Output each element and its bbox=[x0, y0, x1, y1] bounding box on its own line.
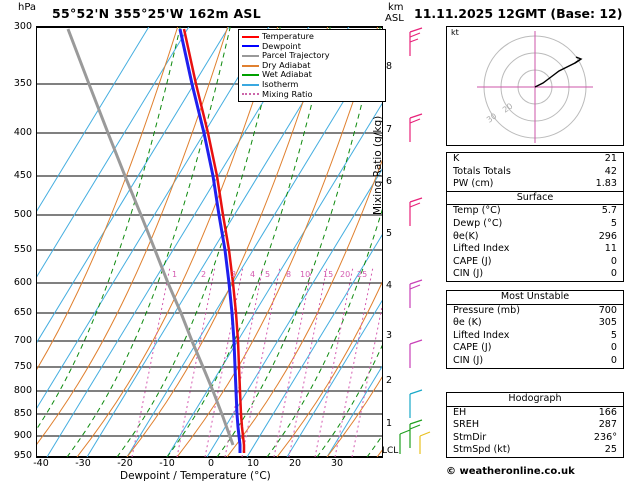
row-key: CIN (J) bbox=[453, 354, 484, 366]
ytick-300: 300 bbox=[13, 21, 32, 32]
row-key: CIN (J) bbox=[453, 268, 484, 280]
table-row bbox=[447, 178, 623, 191]
asl-label: ASL bbox=[385, 13, 404, 24]
row-value: 5.7 bbox=[601, 205, 617, 217]
row-value: 1.83 bbox=[595, 178, 617, 190]
row-key: θe(K) bbox=[453, 230, 479, 242]
row-value: 5 bbox=[610, 329, 617, 341]
row-value: 287 bbox=[598, 419, 617, 431]
table-row bbox=[447, 166, 623, 179]
row-value: 5 bbox=[610, 217, 617, 229]
hodograph-trace bbox=[535, 59, 581, 87]
date-title: 11.11.2025 12GMT (Base: 12) bbox=[414, 6, 623, 21]
legend-label: Isotherm bbox=[262, 78, 299, 89]
row-value: 236° bbox=[593, 431, 617, 443]
indices-table bbox=[446, 152, 624, 282]
ytick-650: 650 bbox=[13, 307, 32, 318]
table-row bbox=[447, 268, 623, 281]
mixtick-15: 15 bbox=[323, 270, 334, 279]
wind-barb-column bbox=[394, 26, 440, 456]
section-header-hodograph: Hodograph bbox=[447, 393, 623, 407]
mixing-ratio-axis-label: Mixing Ratio (g/kg) bbox=[372, 115, 384, 215]
ytick-500: 500 bbox=[13, 209, 32, 220]
xtick--10: -10 bbox=[159, 458, 175, 469]
table-row bbox=[447, 243, 623, 256]
hodograph-ring-label: 30 bbox=[484, 111, 499, 125]
hodograph-canvas bbox=[447, 27, 623, 145]
most-unstable-table bbox=[446, 290, 624, 369]
row-key: PW (cm) bbox=[453, 178, 494, 190]
table-row bbox=[447, 407, 623, 420]
row-key: Totals Totals bbox=[453, 165, 511, 177]
kmtick-8: 8 bbox=[386, 61, 393, 72]
kmtick-4: 4 bbox=[386, 280, 393, 291]
table-row bbox=[447, 444, 623, 457]
row-key: StmSpd (kt) bbox=[453, 444, 511, 456]
row-value: 700 bbox=[598, 304, 617, 316]
mixtick-4: 4 bbox=[250, 270, 256, 279]
row-value: 21 bbox=[604, 153, 617, 164]
legend-label: Wet Adiabat bbox=[262, 69, 312, 80]
row-key: Dewp (°C) bbox=[453, 217, 503, 229]
x-axis-label: Dewpoint / Temperature (°C) bbox=[120, 470, 271, 482]
mixtick-8: 8 bbox=[286, 270, 292, 279]
table-row bbox=[447, 218, 623, 231]
table-row bbox=[447, 432, 623, 445]
row-key: Lifted Index bbox=[453, 329, 510, 341]
mixtick-20: 20 bbox=[340, 270, 351, 279]
ytick-750: 750 bbox=[13, 361, 32, 372]
row-key: Lifted Index bbox=[453, 243, 510, 255]
table-row bbox=[447, 419, 623, 432]
row-value: 42 bbox=[604, 165, 617, 177]
legend-label: Temperature bbox=[262, 31, 314, 41]
row-value: 0 bbox=[610, 354, 617, 366]
legend-label: Dewpoint bbox=[262, 40, 301, 51]
kmtick-6: 6 bbox=[386, 176, 393, 187]
xtick--20: -20 bbox=[117, 458, 133, 469]
row-value: 166 bbox=[598, 406, 617, 418]
row-value: 25 bbox=[604, 444, 617, 456]
kmtick-7: 7 bbox=[386, 124, 393, 135]
xtick-10: 10 bbox=[246, 458, 260, 469]
row-key: CAPE (J) bbox=[453, 342, 492, 354]
height-unit-label: km bbox=[388, 2, 404, 13]
kmtick-1: 1 bbox=[386, 418, 393, 429]
ytick-600: 600 bbox=[13, 277, 32, 288]
mixtick-5: 5 bbox=[265, 270, 271, 279]
ytick-800: 800 bbox=[13, 385, 32, 396]
section-header-most-unstable: Most Unstable bbox=[447, 291, 623, 305]
lcl-label: LCL bbox=[382, 446, 399, 456]
mixtick-10: 10 bbox=[300, 270, 311, 279]
ytick-850: 850 bbox=[13, 408, 32, 419]
ytick-450: 450 bbox=[13, 170, 32, 181]
row-value: 296 bbox=[598, 230, 617, 242]
legend-item-mixing-ratio bbox=[242, 90, 382, 100]
xtick-0: 0 bbox=[207, 458, 215, 469]
row-value: 0 bbox=[610, 255, 617, 267]
kmtick-3: 3 bbox=[386, 330, 393, 341]
hodograph-table bbox=[446, 392, 624, 458]
station-title: 55°52'N 355°25'W 162m ASL bbox=[52, 6, 261, 21]
table-row bbox=[447, 153, 623, 166]
ytick-900: 900 bbox=[13, 430, 32, 441]
xtick-20: 20 bbox=[288, 458, 302, 469]
row-key: θe (K) bbox=[453, 317, 482, 329]
section-header-surface: Surface bbox=[447, 191, 623, 206]
hodograph-unit-label: kt bbox=[451, 28, 459, 37]
ytick-400: 400 bbox=[13, 127, 32, 138]
table-row bbox=[447, 205, 623, 218]
legend-label: Parcel Trajectory bbox=[262, 50, 330, 61]
ytick-350: 350 bbox=[13, 78, 32, 89]
ytick-700: 700 bbox=[13, 335, 32, 346]
xtick--40: -40 bbox=[33, 458, 49, 469]
hodograph-panel bbox=[446, 26, 624, 146]
row-key: Pressure (mb) bbox=[453, 304, 520, 316]
row-key: K bbox=[453, 153, 460, 164]
kmtick-2: 2 bbox=[386, 375, 393, 386]
table-row bbox=[447, 342, 623, 355]
mixtick-3: 3 bbox=[231, 270, 237, 279]
mixtick-25: 25 bbox=[357, 270, 368, 279]
row-key: Temp (°C) bbox=[453, 205, 501, 217]
row-key: SREH bbox=[453, 419, 480, 431]
table-row bbox=[447, 317, 623, 330]
row-key: EH bbox=[453, 406, 467, 418]
kmtick-5: 5 bbox=[386, 228, 393, 239]
row-value: 305 bbox=[598, 317, 617, 329]
row-key: CAPE (J) bbox=[453, 255, 492, 267]
ytick-550: 550 bbox=[13, 244, 32, 255]
xtick--30: -30 bbox=[75, 458, 91, 469]
table-row bbox=[447, 305, 623, 318]
row-value: 0 bbox=[610, 268, 617, 280]
table-row bbox=[447, 256, 623, 269]
pressure-unit-label: hPa bbox=[18, 2, 37, 13]
table-row bbox=[447, 231, 623, 244]
ytick-950: 950 bbox=[13, 450, 32, 461]
table-row bbox=[447, 330, 623, 343]
legend bbox=[238, 29, 386, 102]
row-key: StmDir bbox=[453, 431, 487, 443]
xtick-30: 30 bbox=[330, 458, 344, 469]
copyright-credit: © weatheronline.co.uk bbox=[446, 466, 575, 477]
table-row bbox=[447, 355, 623, 368]
legend-label: Mixing Ratio bbox=[262, 88, 313, 99]
hodograph-ring-label: 20 bbox=[500, 101, 515, 115]
row-value: 0 bbox=[610, 342, 617, 354]
mixtick-1: 1 bbox=[172, 270, 178, 279]
row-value: 11 bbox=[604, 243, 617, 255]
mixtick-2: 2 bbox=[201, 270, 207, 279]
legend-label: Dry Adiabat bbox=[262, 59, 311, 70]
